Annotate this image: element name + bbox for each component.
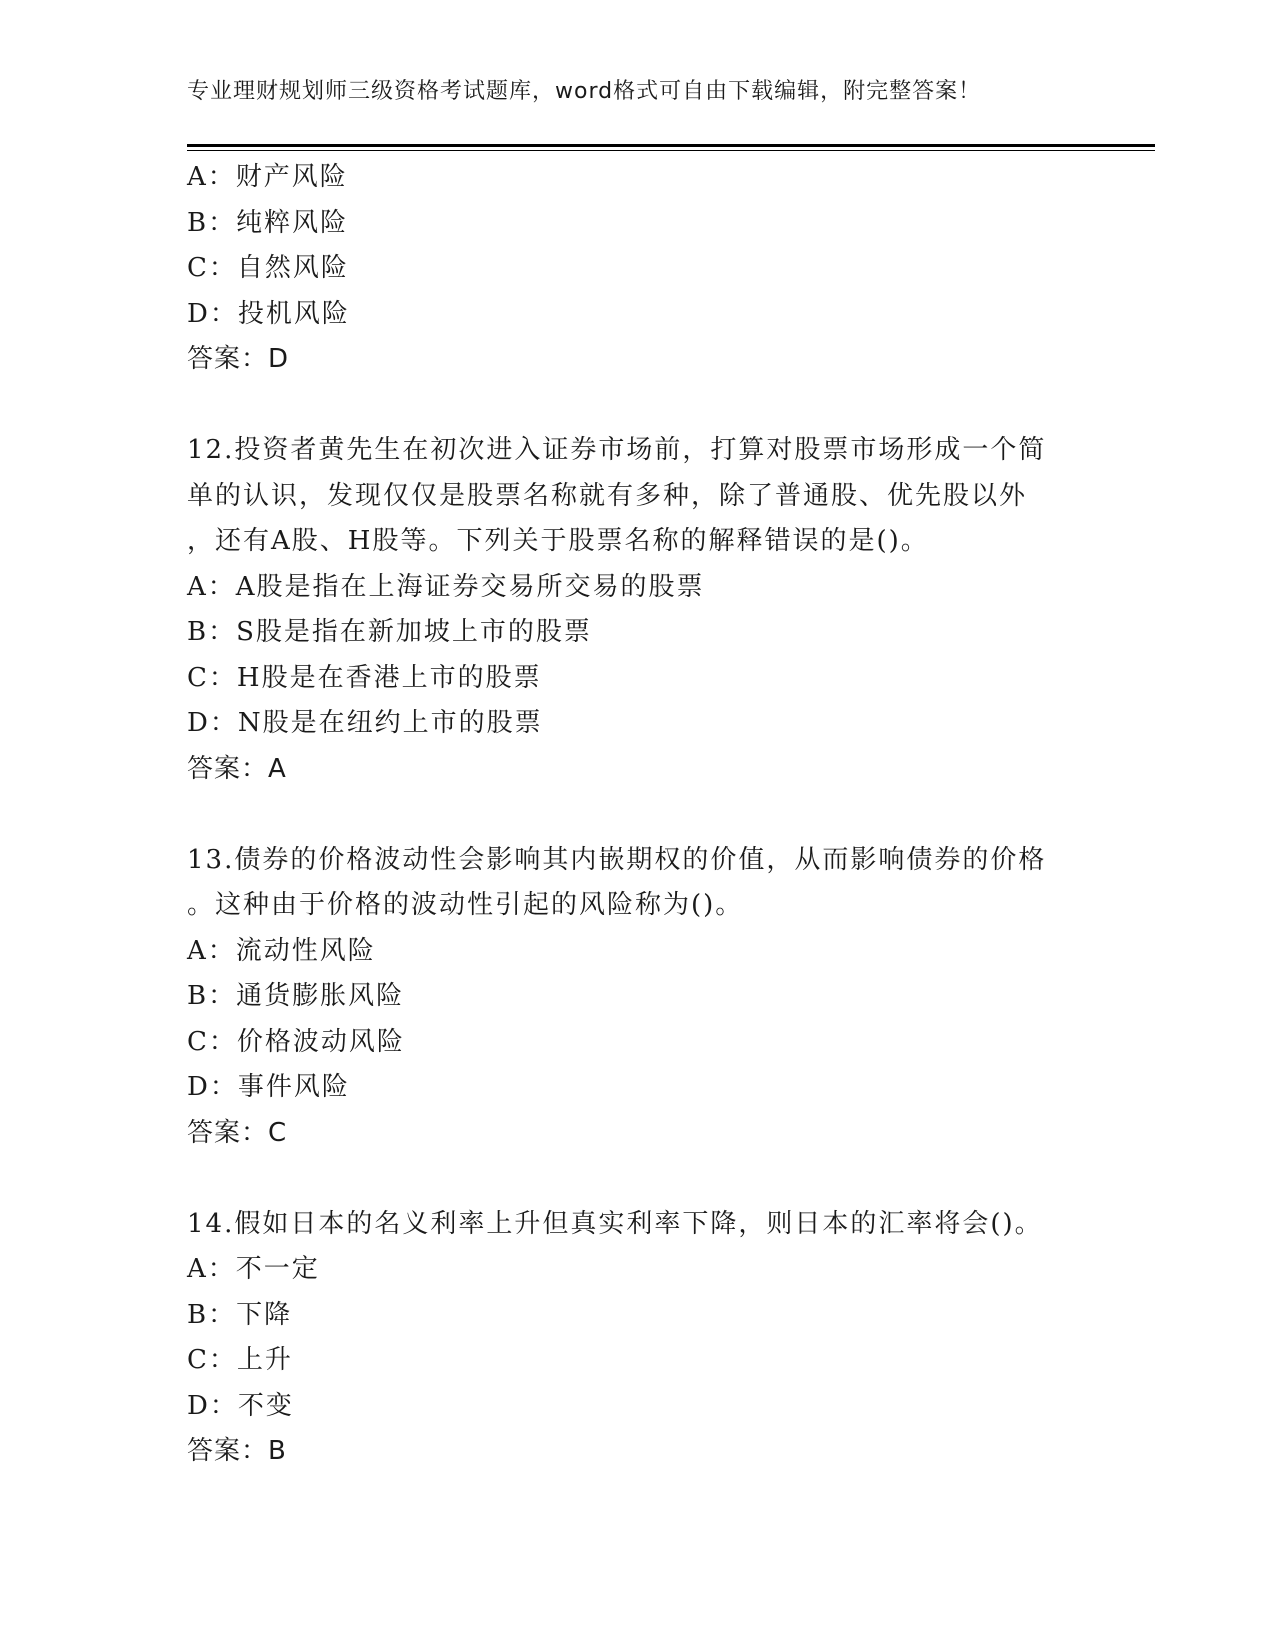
option-a: A：A股是指在上海证券交易所交易的股票 (187, 571, 705, 602)
page-header: 专业理财规划师三级资格考试题库，word格式可自由下载编辑，附完整答案！ (187, 79, 982, 104)
question-12 (187, 428, 1147, 792)
spacer (187, 383, 1147, 429)
option-b: B：通货膨胀风险 (187, 981, 405, 1011)
answer-line: 答案：B (187, 1436, 287, 1466)
option-d: D：事件风险 (187, 1072, 350, 1102)
question-stem-line: ，还有A股、H股等。下列关于股票名称的解释错误的是()。 (187, 526, 929, 556)
option-a: A：流动性风险 (187, 935, 376, 966)
answer-line: 答案：C (187, 1117, 288, 1148)
option-d: D：N股是在纽约上市的股票 (187, 708, 543, 738)
answer-line: 答案：D (187, 344, 290, 374)
option-c: C：H股是在香港上市的股票 (187, 662, 542, 693)
question-14 (187, 1202, 1147, 1475)
option-c: C：价格波动风险 (187, 1026, 405, 1057)
option-a: A：财产风险 (187, 162, 348, 192)
question-stem-line: 12.投资者黄先生在初次进入证券市场前，打算对股票市场形成一个简 (187, 435, 1047, 465)
question-stem-line: 单的认识，发现仅仅是股票名称就有多种，除了普通股、优先股以外 (187, 480, 1028, 511)
answer-line: 答案：A (187, 753, 287, 784)
option-b: B：下降 (187, 1299, 293, 1330)
question-11 (187, 155, 1147, 383)
question-13 (187, 838, 1147, 1157)
spacer (187, 792, 1147, 838)
option-b: B：S股是指在新加坡上市的股票 (187, 617, 592, 647)
option-b: B：纯粹风险 (187, 207, 349, 238)
question-stem-line: 13.债券的价格波动性会影响其内嵌期权的价值，从而影响债券的价格 (187, 844, 1047, 875)
option-c: C：上升 (187, 1345, 293, 1375)
header-rule-thick (187, 144, 1155, 147)
question-stem-line: 14.假如日本的名义利率上升但真实利率下降，则日本的汇率将会()。 (187, 1208, 1043, 1239)
question-list (187, 155, 1147, 1475)
option-c: C：自然风险 (187, 253, 349, 283)
question-stem-line: 。这种由于价格的波动性引起的风险称为()。 (187, 890, 744, 920)
spacer (187, 1156, 1147, 1202)
header-rule-thin (187, 150, 1155, 151)
option-d: D：投机风险 (187, 298, 350, 329)
option-d: D：不变 (187, 1390, 294, 1421)
option-a: A：不一定 (187, 1254, 320, 1284)
